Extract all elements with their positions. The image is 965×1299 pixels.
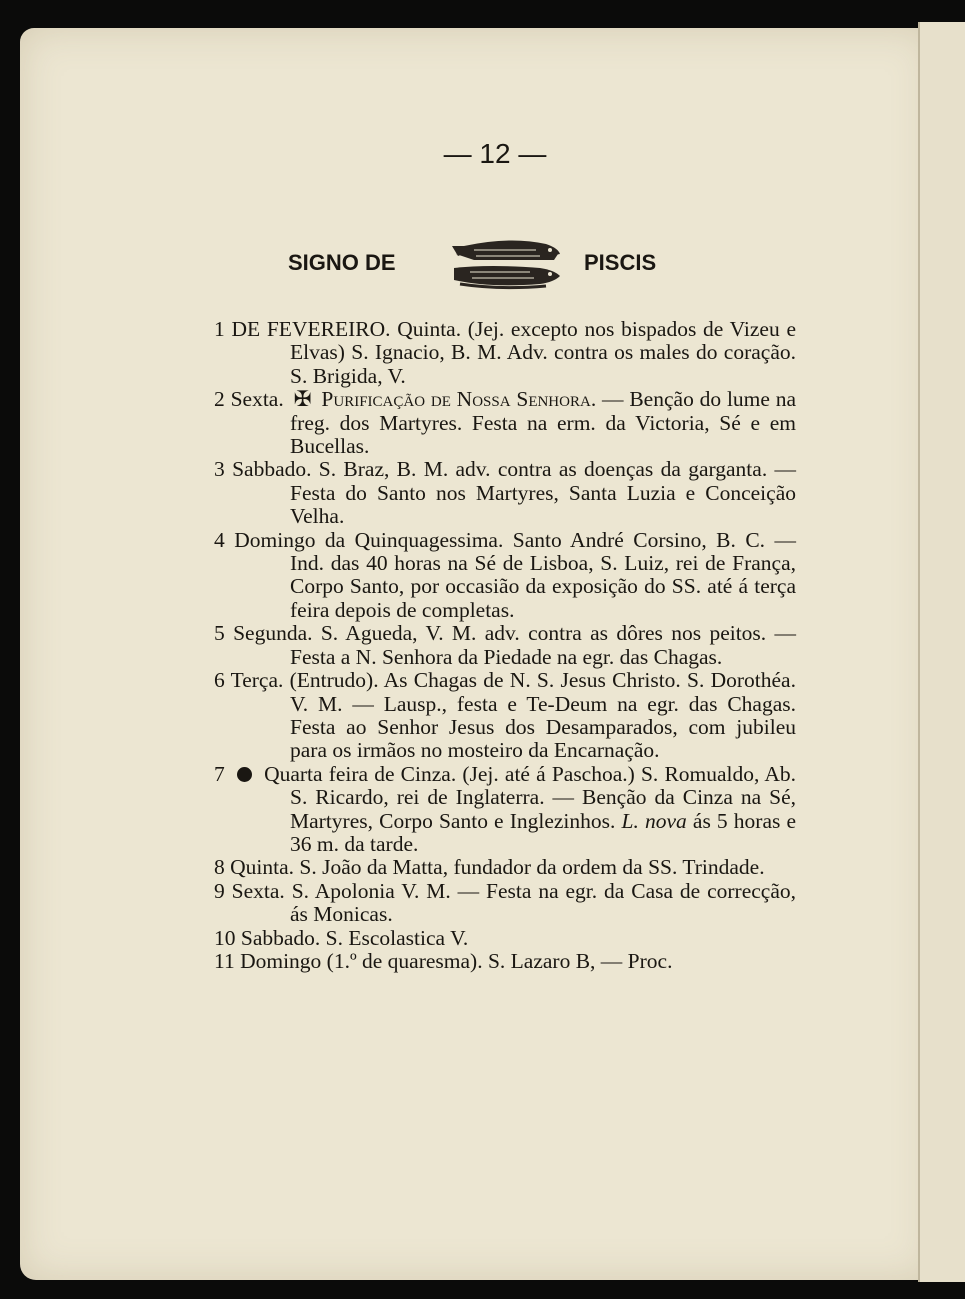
day-number: 7 — [214, 761, 225, 786]
list-item — [214, 950, 796, 973]
day-number: 8 — [214, 855, 225, 880]
day-number: 5 — [214, 621, 225, 646]
list-item — [214, 388, 796, 458]
list-item — [214, 856, 796, 879]
entry-text: Domingo (1.º de quaresma). S. Lazaro B, — Proc. — [240, 948, 673, 973]
moon-icon — [237, 767, 252, 782]
list-item — [214, 763, 796, 857]
day-number: 11 — [214, 948, 235, 973]
day-number: 2 — [214, 387, 225, 412]
calendar-entries — [214, 318, 796, 973]
day-number: 3 — [214, 457, 225, 482]
list-item — [214, 927, 796, 950]
entry-text: Quarta feira de Cinza. (Jej. até á Paschoa.) S. Romualdo, Ab. S. Ricardo, rei de Inglaterra. — Benção da Cinza na Sé, Martyres, Corpo Santo e Inglezinhos. — [264, 761, 797, 833]
entry-text: ás 5 horas e 36 m. da tarde. — [290, 808, 797, 856]
day-number: 10 — [214, 925, 236, 950]
entry-text: Sexta. S. Apolonia V. M. — Festa na egr. da Casa de correcção, ás Monicas. — [231, 878, 797, 927]
entry-text: Domingo da Quinquagessima. Santo André Corsino, B. C. — Ind. das 40 horas na Sé de Lisboa, S. Luiz, rei de França, Corpo Santo, por occasião da exposição do SS. até á terça feira depois de completas. — [234, 527, 796, 622]
entry-text: Segunda. S. Agueda, V. M. adv. contra as dôres nos peitos. — Festa a N. Senhora da Piedade na egr. das Chagas. — [233, 621, 796, 669]
entry-text: DE FEVEREIRO. Quinta. (Jej. excepto nos bispados de Vizeu e Elvas) S. Ignacio, B. M. Adv. contra os males do coração. S. Brigida, V. — [231, 317, 796, 388]
list-item — [214, 458, 796, 528]
sign-label-right: PISCIS — [584, 250, 657, 275]
entry-text: Quinta. S. João da Matta, fundador da ordem da SS. Trindade. — [230, 855, 765, 880]
sign-label-left: SIGNO DE — [288, 250, 396, 275]
zodiac-sign-header — [288, 228, 678, 298]
list-item — [214, 622, 796, 669]
list-item — [214, 529, 796, 623]
list-item — [214, 318, 796, 388]
day-number: 1 — [214, 317, 225, 341]
entry-text: Sabbado. S. Braz, B. M. adv. contra as doenças da garganta. — Festa do Santo nos Martyres, Santa Luzia e Conceição Velha. — [232, 457, 797, 529]
adjacent-page-edge — [918, 22, 965, 1282]
page-number: — 12 — — [443, 138, 547, 169]
feast-title: Purificação de Nossa Senhora. — [321, 387, 597, 412]
entry-text: Terça. (Entrudo). As Chagas de N. S. Jesus Christo. S. Dorothéa. V. M. — Lausp., festa e Te-Deum na egr. das Chagas. Festa ao Senhor Jesus dos Desamparados, com jubileu para os irmãos no mosteiro da Encarnação. — [230, 668, 796, 763]
entry-text: Sabbado. S. Escolastica V. — [240, 925, 469, 950]
list-item — [214, 669, 796, 763]
day-number: 6 — [214, 668, 225, 693]
fish-icon — [450, 232, 564, 294]
moon-phase-label: L. nova — [621, 808, 687, 833]
maltese-cross-icon: ✠ — [293, 387, 312, 412]
list-item — [214, 880, 796, 927]
entry-text: — Benção do lume na freg. dos Martyres. Festa na erm. da Victoria, Sé e em Bucellas. — [290, 387, 797, 459]
day-number: 9 — [214, 878, 225, 903]
day-number: 4 — [214, 527, 225, 552]
entry-text: Sexta. — [230, 387, 284, 412]
